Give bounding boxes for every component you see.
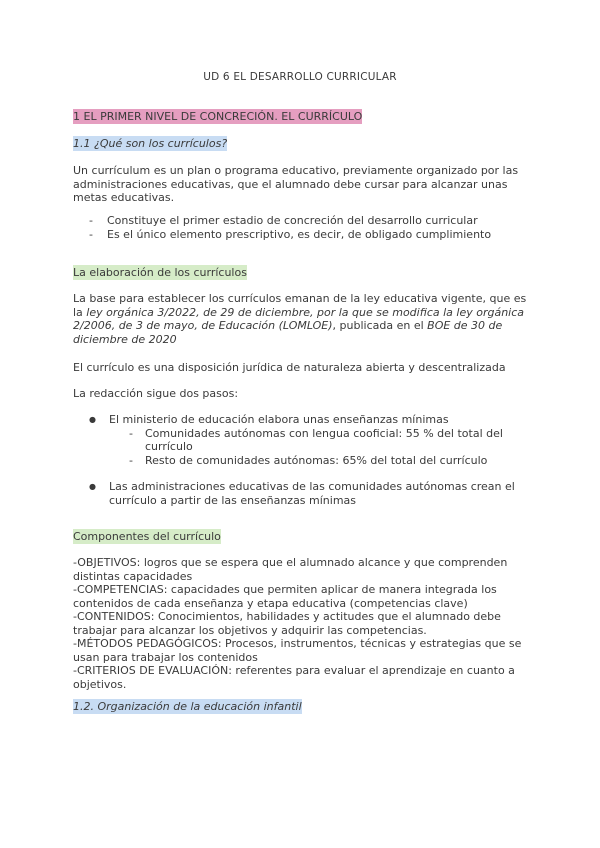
- list-item: -MÉTODOS PEDAGÓGICOS: Procesos, instrumentos, técnicas y estrategias que se usan para trabajar los contenidos: [73, 637, 522, 664]
- base-paragraph: La base para establecer los currículos emanan de la ley educativa vigente, que es la ley orgánica 3/2022, de 29 de diciembre, por la que se modifica la ley orgánica 2/2006, de 3 de mayo, de Educación (LOMLOE), publicada en el BOE de 30 de diciembre de 2020: [73, 292, 527, 346]
- redaccion-paragraph: La redacción sigue dos pasos:: [73, 387, 239, 400]
- list-item: - Es el único elemento prescriptivo, es decir, de obligado cumplimiento: [73, 228, 535, 242]
- list-item: - Constituye el primer estadio de concreción del desarrollo curricular: [73, 214, 535, 228]
- sub-list: [109, 427, 535, 468]
- componentes-list: [73, 556, 535, 691]
- list-item: -CRITERIOS DE EVALUACIÓN: referentes para evaluar el aprendizaje en cuanto a objetivos.: [73, 664, 515, 691]
- subsection-1-2-heading: 1.2. Organización de la educación infantil: [73, 700, 302, 713]
- elaboracion-heading: La elaboración de los currículos: [73, 266, 247, 279]
- subsection-1-1-heading: 1.1 ¿Qué son los currículos?: [73, 137, 228, 150]
- list-item: -COMPETENCIAS: capacidades que permiten aplicar de manera integrada los contenidos de cada enseñanza y etapa educativa (competencias clave): [73, 583, 497, 610]
- sub-list-item: - Comunidades autónomas con lengua cooficial: 55 % del total del currículo: [109, 427, 535, 454]
- disposicion-paragraph: El currículo es una disposición jurídica de naturaleza abierta y descentralizada: [73, 361, 506, 374]
- steps-list: [73, 413, 535, 507]
- intro-points-list: [73, 214, 535, 241]
- sub-list-item: - Resto de comunidades autónomas: 65% del total del currículo: [109, 454, 535, 468]
- intro-paragraph: Un currículum es un plan o programa educativo, previamente organizado por las administraciones educativas, que el alumnado debe cursar para alcanzar unas metas educativas.: [73, 164, 519, 204]
- list-item: -OBJETIVOS: logros que se espera que el alumnado alcance y que comprenden distintas capacidades: [73, 556, 508, 583]
- law-reference: ley orgánica 3/2022, de 29 de diciembre, por la que se modifica la ley orgánica 2/2006, de 3 de mayo, de Educación (LOMLOE): [73, 305, 525, 332]
- list-item: -CONTENIDOS: Conocimientos, habilidades y actitudes que el alumnado debe trabajar para alcanzar los objetivos y adquirir las competencias.: [73, 610, 501, 637]
- list-item: ● El ministerio de educación elabora unas enseñanzas mínimas - Comunidades autónomas con lengua cooficial: 55 % del total del currículo - Resto de comunidades autónomas: 65% del total del currículo: [73, 413, 535, 467]
- list-item: ● Las administraciones educativas de las comunidades autónomas crean el currículo a partir de las enseñanzas mínimas: [73, 480, 535, 507]
- section-1-heading: 1 EL PRIMER NIVEL DE CONCRECIÓN. EL CURRÍCULO: [73, 110, 363, 123]
- componentes-heading: Componentes del currículo: [73, 530, 221, 543]
- boe-reference: BOE de 30 de diciembre de 2020: [73, 319, 503, 346]
- document-title: UD 6 EL DESARROLLO CURRICULAR: [203, 71, 397, 83]
